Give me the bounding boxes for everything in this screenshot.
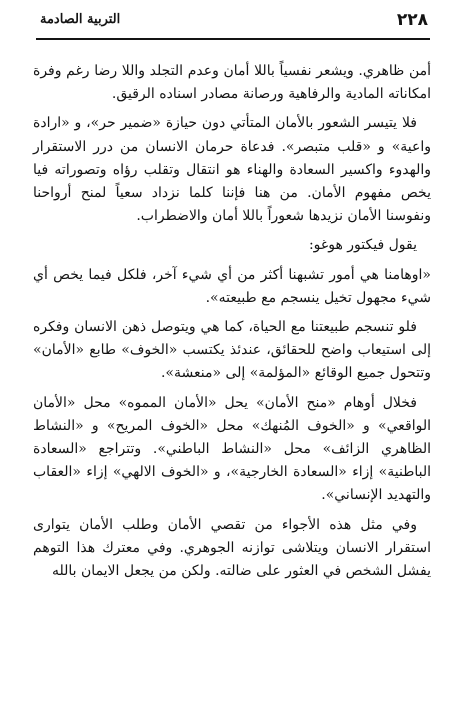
page-number: ٢٢٨ (396, 10, 428, 30)
paragraph: أمن ظاهري. ويشعر نفسياً باللا أمان وعدم التجلد واللا رضا رغم وفرة امكاناته المادية والرفاهية ورصانة مصادر اسناده الرقيق. (33, 63, 431, 103)
page-body (33, 60, 431, 589)
header-rule (36, 38, 430, 40)
paragraph: وفي مثل هذه الأجواء من تقصي الأمان وطلب الأمان يتوارى استقرار الانسان ويتلاشى توازنه الجوهري. وفي معترك هذا التوهم يفشل الشخص في العثور على ضالته. ولكن من يجعل الايمان بالله (33, 516, 431, 580)
paragraph: يقول فيكتور هوغو: (308, 237, 417, 254)
quotation: «اوهامنا هي أمور تشبهنا أكثر من أي شيء آخر، فلكل فيما يخص أي شيء مجهول تخيل ينسجم مع طبيعته». (33, 266, 431, 306)
paragraph: فلا يتيسر الشعور بالأمان المتأتي دون حيازة «ضمير حر»، و «ارادة واعية» و «قلب متبصر». فدعاة حرمان الانسان من درر الاستقرار والهدوء واكسير السعادة والهناء هو انتقال وتقلب رؤاه وتصوراته فيا يخص مفهوم الأمان. من هنا فإننا كلما نزداد سعياً لمنح أرواحنا ونفوسنا الأمان نزيدها شعوراً باللا أمان والاضطراب. (33, 115, 431, 225)
page-header (40, 10, 428, 34)
paragraph: فخلال أوهام «منح الأمان» يحل «الأمان المموه» محل «الأمان الواقعي» و «الخوف المُنهك» محل «الخوف المريح» و «النشاط الظاهري الزائف» محل «النشاط الباطني». وتتراجع «السعادة الباطنية» إزاء «السعادة الخارجية»، و «الخوف الالهي» إزاء «العقاب والتهديد الإنساني». (33, 394, 431, 504)
running-title: التربية الصادمة (40, 12, 121, 27)
paragraph: فلو تنسجم طبيعتنا مع الحياة، كما هي ويتوصل ذهن الانسان وفكره إلى استيعاب واضح للحقائق، عندئذ يكتسب «الخوف» طابع «الأمان» وتتحول جميع الوقائع «المؤلمة» إلى «منعشة». (33, 319, 431, 382)
